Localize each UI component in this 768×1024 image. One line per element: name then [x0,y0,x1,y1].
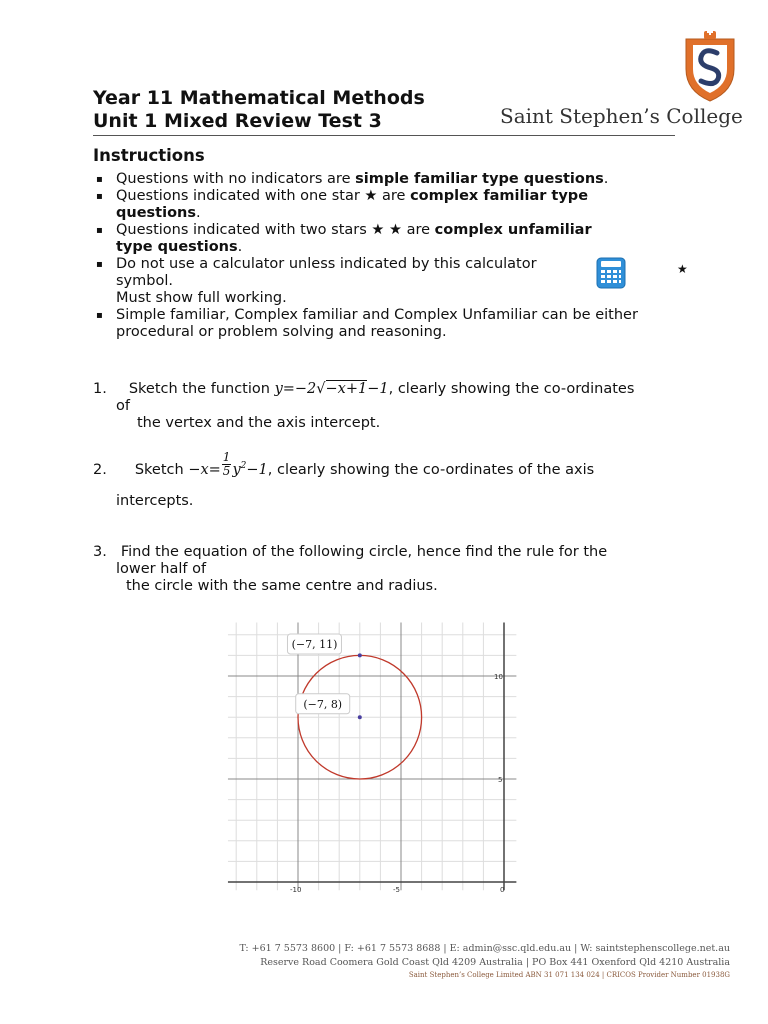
instruction-item-4: Do not use a calculator unless indicated by this calculator [116,256,537,272]
question-1: 1. Sketch the function y=−2√−x+1−1, clearly showing the co-ordinates [93,381,635,397]
question-1-cont-2: the vertex and the axis intercept. [137,415,381,431]
footer-legal: Saint Stephen’s College Limited ABN 31 071 134 024 | CRICOS Provider Number 01938G [408,971,730,979]
instruction-item-2-cont: questions. [116,205,201,221]
instruction-item-3: Questions indicated with two stars ★ ★ are complex unfamiliar [116,222,592,238]
bullet-marker: ▪ [96,191,103,202]
header-divider [93,135,675,136]
point-centre [358,715,362,719]
question-2-cont: intercepts. [116,493,194,509]
bullet-marker: ▪ [96,310,103,321]
question-3: 3. Find the equation of the following circle, hence find the rule for the [93,544,608,560]
y-tick-label: 5 [498,776,503,784]
document-title-line2: Unit 1 Mixed Review Test 3 [93,110,382,132]
instruction-item-4-cont: symbol. [116,273,173,289]
instructions-heading: Instructions [93,146,205,165]
instruction-item-1: Questions with no indicators are simple familiar type questions. [116,171,609,187]
point-top [358,653,362,657]
question-3-cont-2: the circle with the same centre and radius. [126,578,438,594]
instruction-item-4-note: Must show full working. [116,290,287,306]
point-label-top: (−7, 11) [291,638,338,652]
instruction-item-3-cont: type questions. [116,239,243,255]
footer-contact: T: +61 7 5573 8600 | F: +61 7 5573 8688 | E: admin@ssc.qld.edu.au | W: saintstephenscollege.net.au [239,943,730,954]
star-icon: ★ [677,262,688,276]
x-tick-label: -10 [290,886,302,894]
document-title-line1: Year 11 Mathematical Methods [93,87,425,109]
bullet-marker: ▪ [96,174,103,185]
calculator-icon [596,257,626,289]
x-tick-label: 0 [500,886,505,894]
bullet-marker: ▪ [96,259,103,270]
instruction-item-2: Questions indicated with one star ★ are complex familiar type [116,188,589,204]
college-name: Saint Stephen’s College [500,104,743,128]
question-1-cont: of [116,398,130,414]
circle-graph [226,620,522,902]
y-tick-label: 10 [494,673,503,681]
question-2: 2. Sketch −x= $\frac{1}{5}$ $y^2-1$, clearly showing the co-ordinates of the axis [93,450,595,479]
college-crest-logo [682,29,738,103]
question-number: 2. [93,461,107,478]
question-number: 1. [93,381,107,397]
instruction-item-5: Simple familiar, Complex familiar and Complex Unfamiliar can be either [116,307,638,323]
question-3-cont: lower half of [116,561,207,577]
x-tick-label: -5 [393,886,400,894]
point-label-centre: (−7, 8) [303,697,343,711]
instruction-item-5-cont: procedural or problem solving and reasoning. [116,324,447,340]
bullet-marker: ▪ [96,225,103,236]
footer-address: Reserve Road Coomera Gold Coast Qld 4209 Australia | PO Box 441 Oxenford Qld 4210 Australia [260,957,730,968]
question-number: 3. [93,544,107,560]
